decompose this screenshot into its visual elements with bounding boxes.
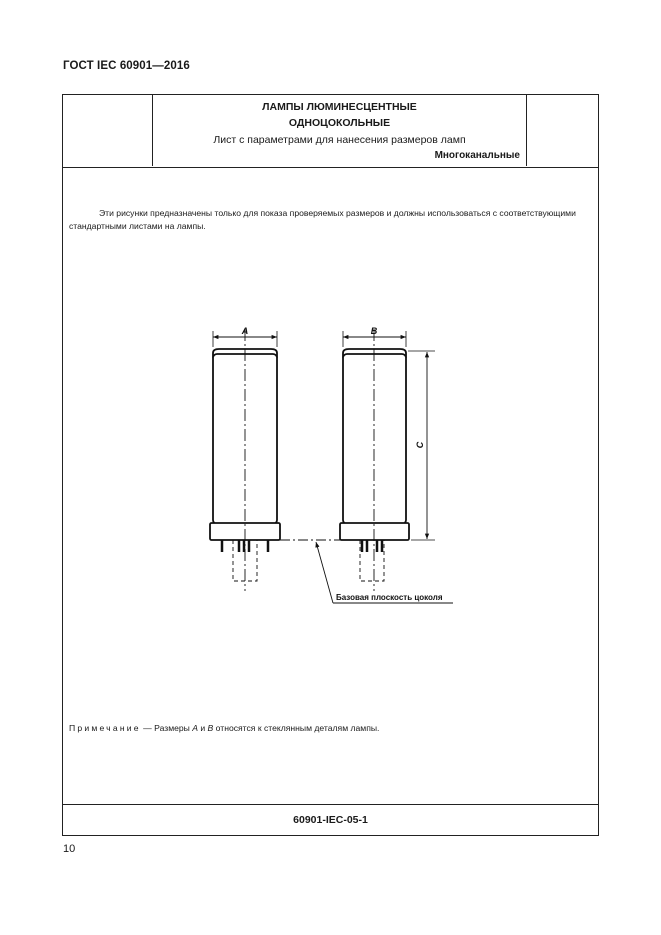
- base-plane-label: Базовая плоскость цоколя: [336, 593, 443, 602]
- note-a: A: [192, 723, 198, 733]
- dimension-c-label: C: [415, 441, 425, 449]
- note-rest: относятся к стеклянным деталям лампы.: [213, 723, 380, 733]
- note-dash: — Размеры: [140, 723, 193, 733]
- intro-paragraph: Эти рисунки предназначены только для показа проверяемых размеров и должны использоваться с соответствующими стандартными листами на лампы.: [69, 208, 576, 231]
- lamp-b: [340, 326, 435, 591]
- standard-code: ГОСТ IEC 60901—2016: [63, 60, 190, 72]
- lamp-dimension-drawing: [63, 95, 598, 795]
- lamp-a: [210, 326, 280, 591]
- sheet-code-footer: 60901-IEC-05-1: [63, 804, 598, 835]
- sheet-frame: [62, 94, 599, 836]
- note-prefix: Примечание: [69, 723, 141, 733]
- note: [69, 723, 379, 733]
- note-b: B: [207, 723, 214, 733]
- title-line-1: ЛАМПЫ ЛЮМИНЕСЦЕНТНЫЕ: [262, 101, 417, 113]
- dimension-b-label: B: [370, 326, 378, 336]
- dimension-a-label: A: [241, 326, 249, 336]
- note-and: и: [197, 723, 208, 733]
- title-category: Многоканальные: [434, 150, 520, 161]
- page-number: 10: [63, 843, 76, 855]
- title-subtitle: Лист с параметрами для нанесения размеров ламп: [213, 134, 466, 146]
- title-line-2: ОДНОЦОКОЛЬНЫЕ: [288, 117, 391, 129]
